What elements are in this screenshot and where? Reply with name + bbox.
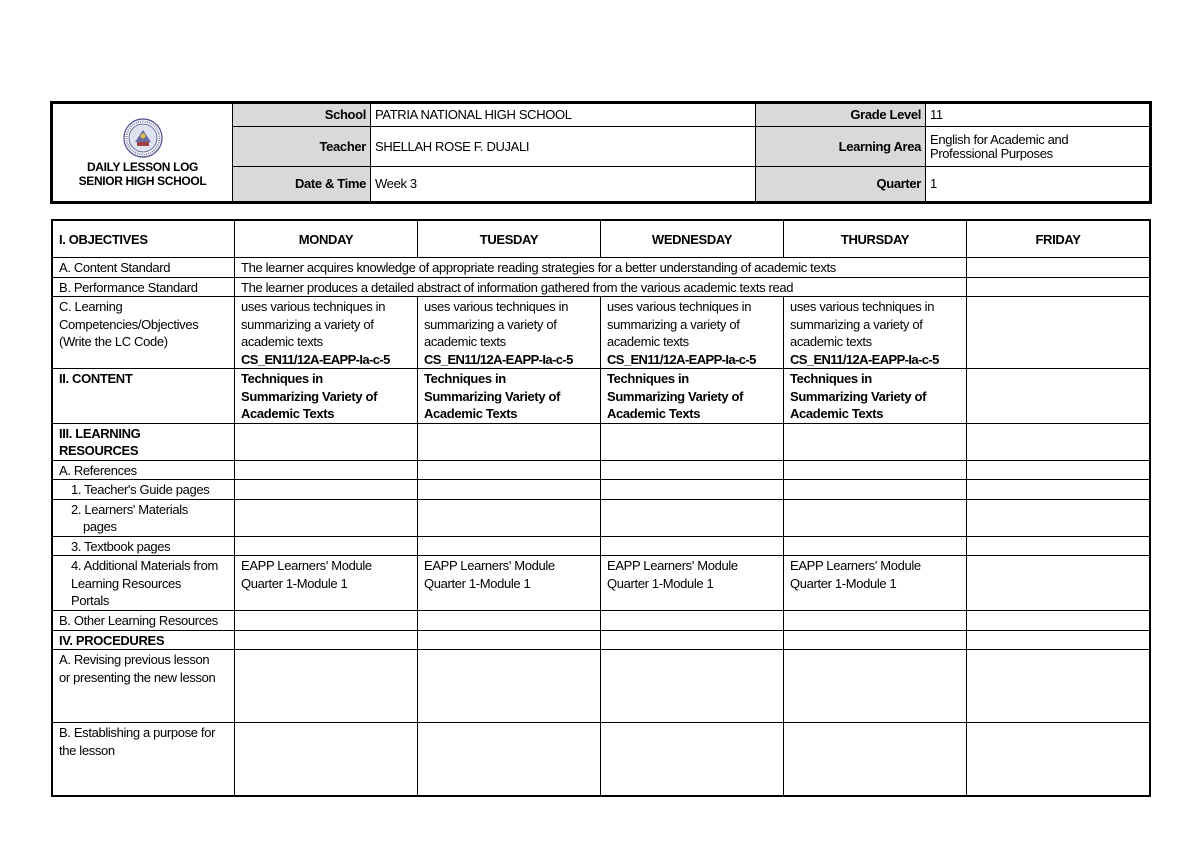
- table-row: [53, 650, 1150, 723]
- table-cell: [967, 423, 1150, 460]
- content-standard-text: The learner acquires knowledge of appropriate reading strategies for a better understanding of academic texts: [235, 258, 967, 278]
- table-cell: [418, 630, 601, 650]
- table-cell: [967, 536, 1150, 556]
- lesson-log-table: [52, 220, 1150, 796]
- table-row: [53, 480, 1150, 500]
- table-row: [53, 277, 1150, 297]
- table-row: [53, 369, 1150, 424]
- table-cell: [601, 480, 784, 500]
- lm-label-line2: pages: [83, 519, 117, 534]
- table-cell: [784, 480, 967, 500]
- table-cell: [784, 499, 967, 536]
- learning-area-label: Learning Area: [756, 127, 926, 167]
- table-cell: [967, 277, 1150, 297]
- table-cell: [601, 650, 784, 723]
- objectives-header: I. OBJECTIVES: [53, 221, 235, 258]
- table-row: [53, 536, 1150, 556]
- quarter-label: Quarter: [756, 167, 926, 202]
- table-row: [53, 423, 1150, 460]
- table-cell: [418, 480, 601, 500]
- table-row: [53, 630, 1150, 650]
- wednesday-header: WEDNESDAY: [601, 221, 784, 258]
- performance-standard-label: B. Performance Standard: [53, 277, 235, 297]
- wednesday-additional: [601, 556, 784, 611]
- thursday-competency: [784, 297, 967, 369]
- content-label: II. CONTENT: [53, 369, 235, 424]
- learning-resources-label: [53, 423, 235, 460]
- table-cell: [418, 611, 601, 631]
- table-cell: [418, 423, 601, 460]
- header-logo-cell: [53, 104, 233, 202]
- table-cell: [967, 556, 1150, 611]
- additional-line2: Quarter 1-Module 1: [424, 575, 531, 591]
- datetime-label: Date & Time: [233, 167, 371, 202]
- additional-line1: EAPP Learners' Module: [241, 558, 372, 573]
- content-line2: Summarizing Variety of: [241, 388, 378, 404]
- table-cell: [235, 499, 418, 536]
- tuesday-competency: [418, 297, 601, 369]
- tuesday-content: [418, 369, 601, 424]
- content-line1: Techniques in: [424, 371, 506, 386]
- table-cell: [967, 630, 1150, 650]
- table-cell: [967, 723, 1150, 796]
- school-label: School: [233, 104, 371, 127]
- competencies-label-line2: Competencies/Objectives: [59, 316, 199, 332]
- resources-label-line1: III. LEARNING: [59, 425, 141, 441]
- teachers-guide-label: 1. Teacher's Guide pages: [53, 480, 235, 500]
- competencies-label: [53, 297, 235, 369]
- additional-label-line3: Portals: [71, 593, 110, 608]
- table-row: [53, 723, 1150, 796]
- table-row: [53, 460, 1150, 480]
- table-cell: [967, 499, 1150, 536]
- other-resources-label: B. Other Learning Resources: [53, 611, 235, 631]
- table-row: [53, 611, 1150, 631]
- competency-code: CS_EN11/12A-EAPP-Ia-c-5: [241, 351, 390, 367]
- teacher-value: SHELLAH ROSE F. DUJALI: [371, 127, 756, 167]
- competency-line1: uses various techniques in: [424, 299, 569, 314]
- performance-standard-text: The learner produces a detailed abstract of information gathered from the various academic texts read: [235, 277, 967, 297]
- table-cell: [235, 480, 418, 500]
- header-table: [52, 103, 1150, 202]
- content-line3: Academic Texts: [424, 406, 518, 421]
- table-cell: [967, 480, 1150, 500]
- table-cell: [967, 460, 1150, 480]
- table-cell: [784, 423, 967, 460]
- purpose-label: [53, 723, 235, 796]
- school-value: PATRIA NATIONAL HIGH SCHOOL: [371, 104, 756, 127]
- table-cell: [967, 611, 1150, 631]
- competency-line2: summarizing a variety of: [790, 316, 923, 332]
- table-cell: [418, 723, 601, 796]
- content-line2: Summarizing Variety of: [424, 388, 561, 404]
- additional-line2: Quarter 1-Module 1: [241, 575, 348, 591]
- content-line2: Summarizing Variety of: [607, 388, 744, 404]
- table-cell: [235, 630, 418, 650]
- table-cell: [784, 536, 967, 556]
- table-cell: [601, 423, 784, 460]
- learning-area-line1: English for Academic and: [930, 131, 1069, 147]
- competency-line2: summarizing a variety of: [607, 316, 740, 332]
- content-line3: Academic Texts: [607, 406, 701, 421]
- table-cell: [784, 460, 967, 480]
- additional-materials-label: [53, 556, 235, 611]
- learning-area-line2: Professional Purposes: [930, 145, 1053, 161]
- competency-line3: academic texts: [241, 334, 323, 349]
- additional-line2: Quarter 1-Module 1: [607, 575, 714, 591]
- additional-label-line2: Learning Resources: [71, 575, 182, 591]
- competency-code: CS_EN11/12A-EAPP-Ia-c-5: [424, 351, 573, 367]
- purpose-label-line2: the lesson: [59, 742, 115, 758]
- content-line3: Academic Texts: [790, 406, 884, 421]
- quarter-value: 1: [926, 167, 1150, 202]
- table-cell: [601, 460, 784, 480]
- table-cell: [601, 723, 784, 796]
- competency-line3: academic texts: [790, 334, 872, 349]
- table-cell: [967, 650, 1150, 723]
- deped-seal-icon: [123, 118, 163, 158]
- table-cell: [784, 650, 967, 723]
- table-cell: [784, 723, 967, 796]
- table-cell: [418, 650, 601, 723]
- table-cell: [601, 611, 784, 631]
- table-cell: [235, 423, 418, 460]
- table-cell: [418, 536, 601, 556]
- monday-header: MONDAY: [235, 221, 418, 258]
- header-title-line1: DAILY LESSON LOG: [86, 159, 199, 174]
- thursday-additional: [784, 556, 967, 611]
- lm-label-line1: 2. Learners' Materials: [71, 501, 188, 517]
- additional-label-line1: 4. Additional Materials from: [71, 558, 218, 573]
- wednesday-competency: [601, 297, 784, 369]
- revising-label: [53, 650, 235, 723]
- learning-area-value: [926, 127, 1150, 167]
- table-cell: [967, 297, 1150, 369]
- thursday-content: [784, 369, 967, 424]
- table-cell: [967, 369, 1150, 424]
- table-row: [53, 297, 1150, 369]
- textbook-label: 3. Textbook pages: [53, 536, 235, 556]
- competency-line3: academic texts: [607, 334, 689, 349]
- content-line1: Techniques in: [241, 371, 323, 386]
- teacher-label: Teacher: [233, 127, 371, 167]
- grade-level-label: Grade Level: [756, 104, 926, 127]
- monday-competency: [235, 297, 418, 369]
- datetime-value: Week 3: [371, 167, 756, 202]
- monday-content: [235, 369, 418, 424]
- table-header-row: [53, 221, 1150, 258]
- grade-level-value: 11: [926, 104, 1150, 127]
- table-row: [53, 499, 1150, 536]
- table-cell: [418, 460, 601, 480]
- table-cell: [784, 630, 967, 650]
- competency-line1: uses various techniques in: [241, 299, 386, 314]
- competencies-label-line1: C. Learning: [59, 299, 123, 314]
- table-cell: [967, 258, 1150, 278]
- table-cell: [601, 499, 784, 536]
- references-label: A. References: [53, 460, 235, 480]
- wednesday-content: [601, 369, 784, 424]
- table-cell: [235, 650, 418, 723]
- table-cell: [418, 499, 601, 536]
- monday-additional: [235, 556, 418, 611]
- competency-line2: summarizing a variety of: [241, 316, 374, 332]
- competency-line2: summarizing a variety of: [424, 316, 557, 332]
- competency-code: CS_EN11/12A-EAPP-Ia-c-5: [790, 351, 939, 367]
- content-line1: Techniques in: [790, 371, 872, 386]
- resources-label-line2: RESOURCES: [59, 443, 139, 458]
- table-cell: [235, 611, 418, 631]
- table-cell: [784, 611, 967, 631]
- header-title-line2: SENIOR HIGH SCHOOL: [78, 173, 207, 188]
- table-row: [53, 258, 1150, 278]
- table-cell: [235, 460, 418, 480]
- competency-line1: uses various techniques in: [790, 299, 935, 314]
- table-row: [53, 556, 1150, 611]
- competency-line3: academic texts: [424, 334, 506, 349]
- content-line2: Summarizing Variety of: [790, 388, 927, 404]
- additional-line2: Quarter 1-Module 1: [790, 575, 897, 591]
- additional-line1: EAPP Learners' Module: [790, 558, 921, 573]
- procedures-label: IV. PROCEDURES: [53, 630, 235, 650]
- additional-line1: EAPP Learners' Module: [607, 558, 738, 573]
- revising-label-line1: A. Revising previous lesson: [59, 652, 210, 667]
- content-line3: Academic Texts: [241, 406, 335, 421]
- competency-code: CS_EN11/12A-EAPP-Ia-c-5: [607, 351, 756, 367]
- competencies-label-line3: (Write the LC Code): [59, 334, 168, 349]
- table-cell: [235, 723, 418, 796]
- content-line1: Techniques in: [607, 371, 689, 386]
- competency-line1: uses various techniques in: [607, 299, 752, 314]
- learners-materials-label: [53, 499, 235, 536]
- content-standard-label: A. Content Standard: [53, 258, 235, 278]
- purpose-label-line1: B. Establishing a purpose for: [59, 725, 216, 740]
- table-cell: [601, 630, 784, 650]
- table-cell: [235, 536, 418, 556]
- table-cell: [601, 536, 784, 556]
- revising-label-line2: or presenting the new lesson: [59, 669, 216, 685]
- tuesday-additional: [418, 556, 601, 611]
- tuesday-header: TUESDAY: [418, 221, 601, 258]
- thursday-header: THURSDAY: [784, 221, 967, 258]
- friday-header: FRIDAY: [967, 221, 1150, 258]
- additional-line1: EAPP Learners' Module: [424, 558, 555, 573]
